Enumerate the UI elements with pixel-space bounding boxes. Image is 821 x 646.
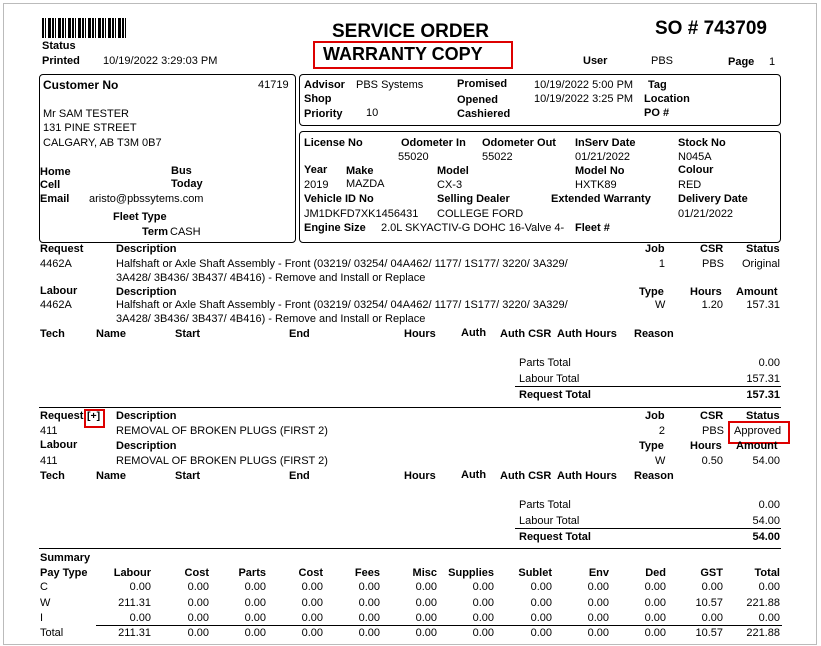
summary-cell: 0.00 [472, 612, 494, 624]
selling-dealer-value: COLLEGE FORD [437, 208, 524, 220]
summary-row-pay-type: I [40, 612, 44, 624]
tech-label: Tech [40, 328, 65, 340]
labour-hours-value: 1.20 [701, 299, 723, 311]
barcode [42, 18, 126, 38]
summary-col-pay-type: Pay Type [40, 567, 88, 579]
email-label: Email [40, 193, 70, 205]
license-label: License No [304, 137, 363, 149]
document-title: SERVICE ORDER [332, 21, 489, 42]
labour-total-label: Labour Total [519, 515, 580, 527]
auth-hours-label: Auth Hours [557, 328, 617, 340]
job-label: Job [645, 410, 665, 422]
customer-no-label: Customer No [43, 78, 119, 92]
summary-cell: 0.00 [187, 581, 209, 593]
request-status-value: Approved [734, 425, 782, 437]
summary-cell: 0.00 [301, 581, 323, 593]
summary-cell: 0.00 [644, 581, 666, 593]
request-csr-value: PBS [702, 258, 725, 270]
summary-cell: 0.00 [244, 612, 266, 624]
status-label: Status [746, 410, 780, 422]
type-label: Type [639, 286, 664, 298]
request-label: Request [40, 243, 84, 255]
summary-cell: 0.00 [415, 627, 437, 639]
summary-cell: 0.00 [187, 597, 209, 609]
fleet-type-label: Fleet Type [113, 211, 167, 223]
labour-description-label: Description [116, 286, 177, 298]
summary-cell: 0.00 [472, 627, 494, 639]
summary-cell: 221.88 [746, 627, 780, 639]
advisor-label: Advisor [304, 79, 345, 91]
end-label: End [289, 470, 310, 482]
summary-cell: 0.00 [587, 627, 609, 639]
summary-col-fees: Fees [354, 567, 380, 579]
status-label: Status [746, 243, 780, 255]
csr-label: CSR [700, 410, 724, 422]
summary-cell: 0.00 [472, 597, 494, 609]
summary-col-ded: Ded [645, 567, 666, 579]
parts-total-label: Parts Total [519, 499, 571, 511]
summary-cell: 0.00 [358, 597, 380, 609]
request-description-line1: Halfshaft or Axle Shaft Assembly - Front (03219/ 03254/ 04A462/ 1177/ 1S177/ 3220/ 3A329/ [116, 258, 568, 270]
advisor-value: PBS Systems [356, 79, 424, 91]
opened-value: 10/19/2022 3:25 PM [534, 93, 634, 105]
summary-cell: 0.00 [244, 627, 266, 639]
user-label: User [583, 55, 608, 67]
description-label: Description [116, 243, 177, 255]
summary-cell: 0.00 [415, 597, 437, 609]
copy-type: WARRANTY COPY [323, 44, 483, 64]
summary-cell: 0.00 [129, 581, 151, 593]
summary-cell: 0.00 [644, 612, 666, 624]
home-label: Home [40, 166, 71, 178]
request-status-value: Original [742, 258, 780, 270]
odometer-in-value: 55020 [398, 151, 429, 163]
customer-city: CALGARY, AB T3M 0B7 [43, 137, 162, 149]
odometer-in-label: Odometer In [401, 137, 466, 149]
labour-total-value: 54.00 [752, 515, 780, 527]
opened-label: Opened [457, 94, 498, 106]
summary-row-pay-type: C [40, 581, 48, 593]
model-value: CX-3 [437, 179, 463, 191]
stock-no-value: N045A [678, 151, 712, 163]
request-code: 4462A [40, 258, 72, 270]
cashiered-label: Cashiered [457, 108, 511, 120]
request-description: REMOVAL OF BROKEN PLUGS (FIRST 2) [116, 425, 328, 437]
promised-value: 10/19/2022 5:00 PM [534, 79, 634, 91]
summary-col-env: Env [588, 567, 609, 579]
priority-value: 10 [366, 107, 379, 119]
priority-label: Priority [304, 108, 343, 120]
labour-code: 4462A [40, 299, 72, 311]
summary-cell: 0.00 [587, 612, 609, 624]
request-job-value: 1 [658, 258, 665, 270]
hours-label: Hours [690, 286, 722, 298]
labour-total-value: 157.31 [746, 373, 780, 385]
stock-no-label: Stock No [678, 137, 726, 149]
summary-col-parts: Parts [238, 567, 266, 579]
summary-col-labour: Labour [113, 567, 151, 579]
customer-box [39, 74, 296, 243]
cell-label: Cell [40, 179, 61, 191]
labour-description-line2: 3A428/ 3B436/ 3B437/ 4B416) - Remove and Install or Replace [116, 313, 426, 325]
summary-col-misc: Misc [412, 567, 437, 579]
totals-divider [515, 386, 781, 387]
request-label: Request [40, 410, 84, 422]
hours-label: Hours [690, 440, 722, 452]
labour-description-line1: Halfshaft or Axle Shaft Assembly - Front (03219/ 03254/ 04A462/ 1177/ 1S177/ 3220/ 3A329/ [116, 299, 568, 311]
summary-cell: 0.00 [530, 627, 552, 639]
summary-cell: 0.00 [244, 581, 266, 593]
user-value: PBS [651, 55, 674, 67]
page-label: Page [728, 56, 755, 68]
parts-total-value: 0.00 [758, 499, 780, 511]
inserv-date-value: 01/21/2022 [575, 151, 631, 163]
summary-col-sublet: Sublet [518, 567, 552, 579]
labour-code: 411 [40, 455, 58, 467]
labour-label: Labour [40, 285, 78, 297]
start-label: Start [175, 328, 201, 340]
summary-col-supplies: Supplies [448, 567, 494, 579]
summary-cell: 0.00 [530, 597, 552, 609]
delivery-date-label: Delivery Date [678, 193, 748, 205]
printed-value: 10/19/2022 3:29:03 PM [103, 55, 218, 67]
page-number: 1 [769, 56, 776, 68]
model-no-label: Model No [575, 165, 625, 177]
description-label: Description [116, 410, 177, 422]
csr-label: CSR [700, 243, 724, 255]
summary-title: Summary [40, 552, 91, 564]
parts-total-value: 0.00 [758, 357, 780, 369]
tech-label: Tech [40, 470, 65, 482]
request-code: 411 [40, 425, 58, 437]
summary-cell: 0.00 [644, 597, 666, 609]
year-value: 2019 [304, 179, 329, 191]
labour-description-label: Description [116, 440, 177, 452]
labour-amount-value: 157.31 [746, 299, 780, 311]
end-label: End [289, 328, 310, 340]
type-label: Type [639, 440, 664, 452]
year-label: Year [304, 164, 328, 176]
shop-label: Shop [304, 93, 332, 105]
request-total-value: 54.00 [752, 531, 780, 543]
summary-cell: 10.57 [695, 597, 723, 609]
customer-street: 131 PINE STREET [43, 122, 137, 134]
summary-cell: 211.31 [118, 627, 151, 639]
amount-label: Amount [736, 286, 778, 298]
start-label: Start [175, 470, 201, 482]
term-value: CASH [170, 226, 201, 238]
term-label: Term [142, 226, 169, 238]
request-total-label: Request Total [519, 531, 591, 543]
summary-divider [39, 548, 781, 549]
summary-cell: 0.00 [358, 581, 380, 593]
engine-size-label: Engine Size [304, 222, 366, 234]
fleet-no-label: Fleet # [575, 222, 610, 234]
printed-label: Printed [42, 55, 80, 67]
summary-cell: 0.00 [530, 612, 552, 624]
summary-cell: 0.00 [187, 627, 209, 639]
selling-dealer-label: Selling Dealer [437, 193, 510, 205]
amount-label: Amount [736, 440, 778, 452]
colour-label: Colour [678, 164, 714, 176]
labour-total-label: Labour Total [519, 373, 580, 385]
make-value: MAZDA [346, 178, 385, 190]
reason-label: Reason [634, 328, 674, 340]
summary-cell: 0.00 [701, 612, 723, 624]
name-label: Name [96, 328, 126, 340]
bus-value: Today [171, 178, 203, 190]
summary-cell: 0.00 [244, 597, 266, 609]
model-label: Model [437, 165, 469, 177]
summary-cell: 0.00 [530, 581, 552, 593]
labour-hours-value: 0.50 [701, 455, 723, 467]
extended-warranty-label: Extended Warranty [551, 193, 651, 205]
make-label: Make [346, 165, 374, 177]
so-number: SO # 743709 [655, 18, 767, 39]
summary-cell: 0.00 [358, 627, 380, 639]
summary-cell: 0.00 [587, 597, 609, 609]
auth-label: Auth [461, 469, 487, 481]
request-job-value: 2 [658, 425, 665, 437]
labour-type-value: W [655, 455, 666, 467]
summary-cell: 0.00 [758, 612, 780, 624]
colour-value: RED [678, 179, 702, 191]
promised-label: Promised [457, 78, 508, 90]
bus-label: Bus [171, 165, 192, 177]
inserv-date-label: InServ Date [575, 137, 636, 149]
customer-name: Mr SAM TESTER [43, 108, 129, 120]
summary-row-pay-type: W [40, 597, 51, 609]
customer-no-value: 41719 [258, 79, 289, 91]
labour-description: REMOVAL OF BROKEN PLUGS (FIRST 2) [116, 455, 328, 467]
summary-col-gst: GST [700, 567, 723, 579]
summary-row-pay-type: Total [40, 627, 64, 639]
job-label: Job [645, 243, 665, 255]
vin-label: Vehicle ID No [304, 193, 374, 205]
summary-cell: 0.00 [701, 581, 723, 593]
summary-cell: 0.00 [415, 612, 437, 624]
summary-cell: 0.00 [129, 612, 151, 624]
hours-col-label: Hours [404, 470, 436, 482]
summary-cell: 0.00 [644, 627, 666, 639]
vin-value: JM1DKFD7XK1456431 [304, 208, 419, 220]
po-label: PO # [644, 107, 670, 119]
reason-label: Reason [634, 470, 674, 482]
labour-label: Labour [40, 439, 78, 451]
name-label: Name [96, 470, 126, 482]
request-csr-value: PBS [702, 425, 725, 437]
parts-total-label: Parts Total [519, 357, 571, 369]
totals-divider [515, 528, 781, 529]
expand-toggle-button[interactable]: [+] [87, 410, 101, 422]
tag-label: Tag [648, 79, 667, 91]
summary-cell: 0.00 [758, 581, 780, 593]
request-divider [39, 407, 781, 408]
delivery-date-value: 01/21/2022 [678, 208, 734, 220]
request-total-value: 157.31 [746, 389, 780, 401]
summary-cell: 221.88 [746, 597, 780, 609]
summary-cell: 0.00 [301, 597, 323, 609]
location-label: Location [644, 93, 690, 105]
summary-col-total: Total [754, 567, 780, 579]
request-description-line2: 3A428/ 3B436/ 3B437/ 4B416) - Remove and Install or Replace [116, 272, 426, 284]
summary-cell: 0.00 [187, 612, 209, 624]
labour-type-value: W [655, 299, 666, 311]
email-value: aristo@pbssytems.com [89, 193, 204, 205]
odometer-out-value: 55022 [482, 151, 513, 163]
summary-cell: 0.00 [358, 612, 380, 624]
request-total-label: Request Total [519, 389, 591, 401]
summary-total-divider [96, 625, 782, 626]
auth-csr-label: Auth CSR [500, 328, 552, 340]
summary-cell: 0.00 [587, 581, 609, 593]
summary-col-parts-cost: Cost [298, 567, 323, 579]
hours-col-label: Hours [404, 328, 436, 340]
status-label: Status [42, 40, 76, 52]
summary-cell: 211.31 [118, 597, 151, 609]
summary-cell: 0.00 [301, 627, 323, 639]
summary-cell: 0.00 [415, 581, 437, 593]
summary-cell: 0.00 [301, 612, 323, 624]
summary-cell: 0.00 [472, 581, 494, 593]
model-no-value: HXTK89 [575, 179, 617, 191]
summary-col-labour-cost: Cost [184, 567, 209, 579]
auth-label: Auth [461, 327, 487, 339]
labour-amount-value: 54.00 [752, 455, 780, 467]
engine-size-value: 2.0L SKYACTIV-G DOHC 16-Valve 4- [381, 222, 565, 234]
auth-csr-label: Auth CSR [500, 470, 552, 482]
auth-hours-label: Auth Hours [557, 470, 617, 482]
odometer-out-label: Odometer Out [482, 137, 556, 149]
summary-cell: 10.57 [695, 627, 723, 639]
